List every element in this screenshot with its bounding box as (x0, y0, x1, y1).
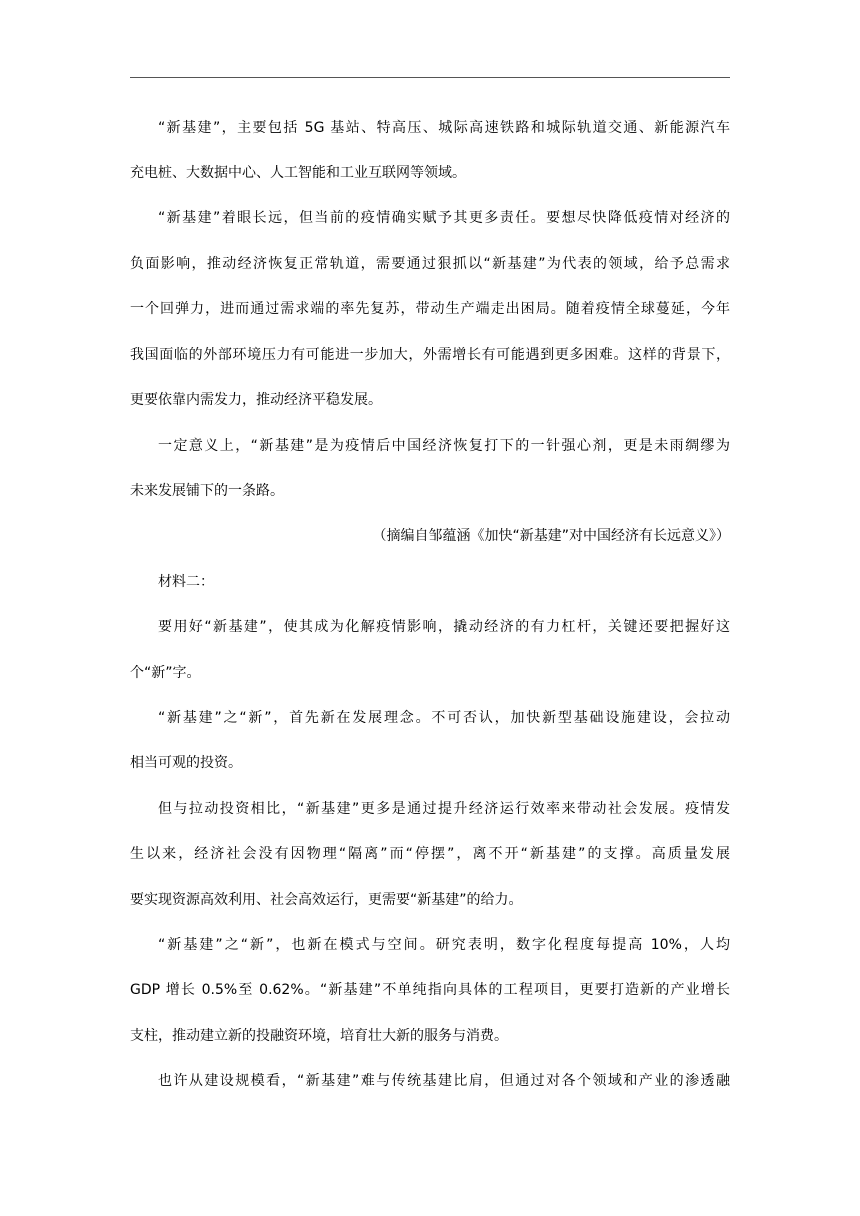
paragraph-line: 生以来，经济社会没有因物理“隔离”而“停摆”，离不开“新基建”的支撑。高质量发展 (130, 846, 730, 862)
paragraph-line: “新基建”之“新”，也新在模式与空间。研究表明，数字化程度每提高 10%，人均 (158, 937, 730, 953)
paragraph-line: 一个回弹力，进而通过需求端的率先复苏，带动生产端走出困局。随着疫情全球蔓延，今年 (130, 301, 730, 317)
paragraph-line: 充电桩、大数据中心、人工智能和工业互联网等领域。 (130, 165, 466, 181)
paragraph-line: “新基建”着眼长远，但当前的疫情确实赋予其更多责任。要想尽快降低疫情对经济的 (158, 210, 730, 226)
paragraph-line: 但与拉动投资相比，“新基建”更多是通过提升经济运行效率来带动社会发展。疫情发 (158, 801, 730, 817)
paragraph-line: 相当可观的投资。 (130, 755, 242, 771)
paragraph-line: “新基建”，主要包括 5G 基站、特高压、城际高速铁路和城际轨道交通、新能源汽车 (158, 120, 730, 136)
header-rule (130, 77, 730, 78)
paragraph-line: 要实现资源高效利用、社会高效运行，更需要“新基建”的给力。 (130, 892, 523, 908)
paragraph-line: 支柱，推动建立新的投融资环境，培育壮大新的服务与消费。 (130, 1028, 508, 1044)
paragraph-line: GDP 增长 0.5%至 0.62%。“新基建”不单纯指向具体的工程项目，更要打造新的产业增长 (130, 982, 730, 998)
section-heading: 材料二： (158, 574, 214, 590)
paragraph-line: 更要依靠内需发力，推动经济平稳发展。 (130, 392, 382, 408)
source-citation: （摘编自邹蕴涵《加快“新基建”对中国经济有长远意义》） (372, 528, 730, 544)
paragraph-line: 要用好“新基建”，使其成为化解疫情影响，撬动经济的有力杠杆，关键还要把握好这 (158, 619, 730, 635)
paragraph-line: 一定意义上，“新基建”是为疫情后中国经济恢复打下的一针强心剂，更是未雨绸缪为 (158, 438, 730, 454)
paragraph-line: “新基建”之“新”，首先新在发展理念。不可否认，加快新型基础设施建设，会拉动 (158, 710, 730, 726)
paragraph-line: 未来发展铺下的一条路。 (130, 483, 284, 499)
paragraph-line: 也许从建设规模看，“新基建”难与传统基建比肩，但通过对各个领域和产业的渗透融 (158, 1073, 730, 1089)
paragraph-line: 负面影响，推动经济恢复正常轨道，需要通过狠抓以“新基建”为代表的领域，给予总需求 (130, 256, 730, 272)
paragraph-line: 个“新”字。 (130, 665, 201, 681)
paragraph-line: 我国面临的外部环境压力有可能进一步加大，外需增长有可能遇到更多困难。这样的背景下， (130, 347, 730, 363)
